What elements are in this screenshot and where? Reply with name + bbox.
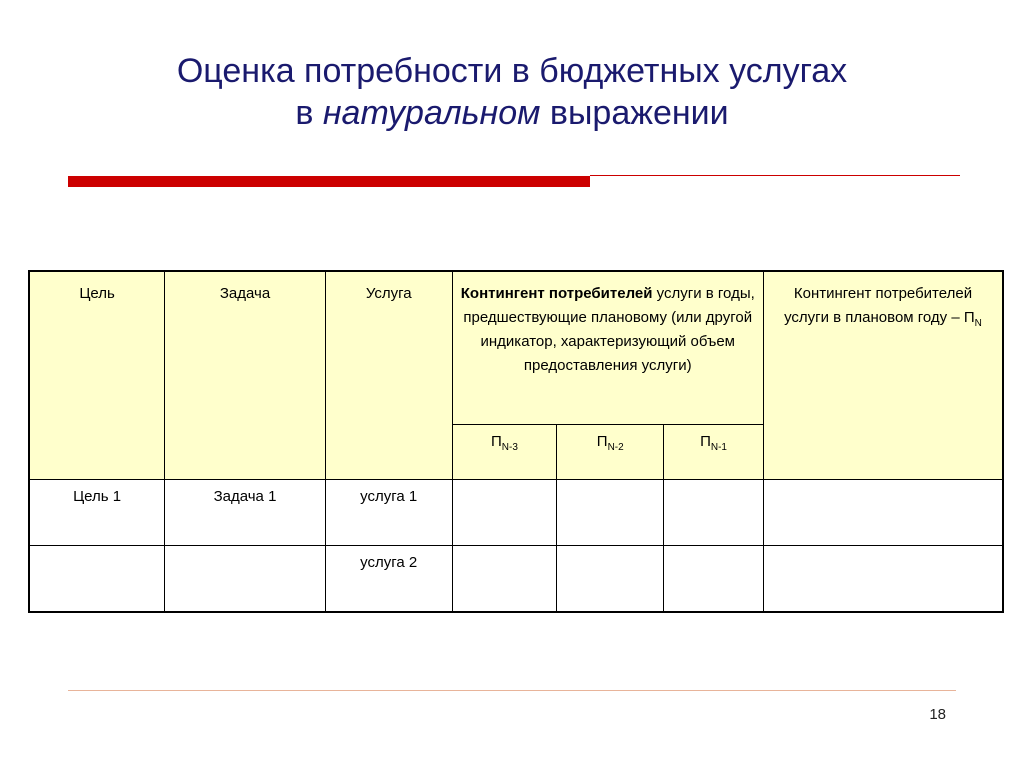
- cell-task: Задача 1: [165, 480, 326, 546]
- cell-goal: [29, 546, 165, 613]
- cell-n1: [664, 546, 764, 613]
- slide-title: [0, 50, 1024, 134]
- header-contingent-prior-years: [452, 271, 763, 425]
- title-line-2-italic: натуральном: [322, 94, 541, 132]
- cell-n2: [557, 480, 664, 546]
- header-goal: Цель: [29, 271, 165, 480]
- cell-n1: [664, 480, 764, 546]
- cell-service: услуга 2: [325, 546, 452, 613]
- table-row: [29, 480, 1003, 546]
- header-contingent-rest: услуги в годы, предшествующие плановому (или другой индикатор, характеризующий объем предоставления услуги): [463, 285, 755, 374]
- header-sub-n3: $П_{N-3}$: [452, 425, 557, 480]
- cell-n2: [557, 546, 664, 613]
- header-contingent-bold: Контингент потребителей: [460, 285, 653, 302]
- table-row: [29, 546, 1003, 613]
- header-sub-n1: $П_{N-1}$: [664, 425, 764, 480]
- plan-subscript: N: [974, 318, 982, 329]
- cell-plan: [763, 480, 1003, 546]
- title-line-1: Оценка потребности в бюджетных услугах: [176, 52, 848, 90]
- title-line-2: [0, 92, 1024, 134]
- title-underline-bar: [68, 176, 590, 187]
- title-line-2-prefix: в: [295, 94, 323, 132]
- title-line-2-suffix: выражении: [540, 94, 729, 132]
- cell-n3: [452, 480, 557, 546]
- cell-task: [165, 546, 326, 613]
- header-sub-n2: $П_{N-2}$: [557, 425, 664, 480]
- cell-service: услуга 1: [325, 480, 452, 546]
- header-service: Услуга: [325, 271, 452, 480]
- header-contingent-plan-year: Контингент потребителей услуги в плановом году – $П_N$: [763, 271, 1003, 480]
- cell-n3: [452, 546, 557, 613]
- header-task: Задача: [165, 271, 326, 480]
- title-underline-thin: [590, 175, 960, 176]
- page-number: 18: [929, 706, 946, 723]
- cell-goal: Цель 1: [29, 480, 165, 546]
- needs-table: [28, 270, 1004, 613]
- footer-divider: [68, 690, 956, 691]
- cell-plan: [763, 546, 1003, 613]
